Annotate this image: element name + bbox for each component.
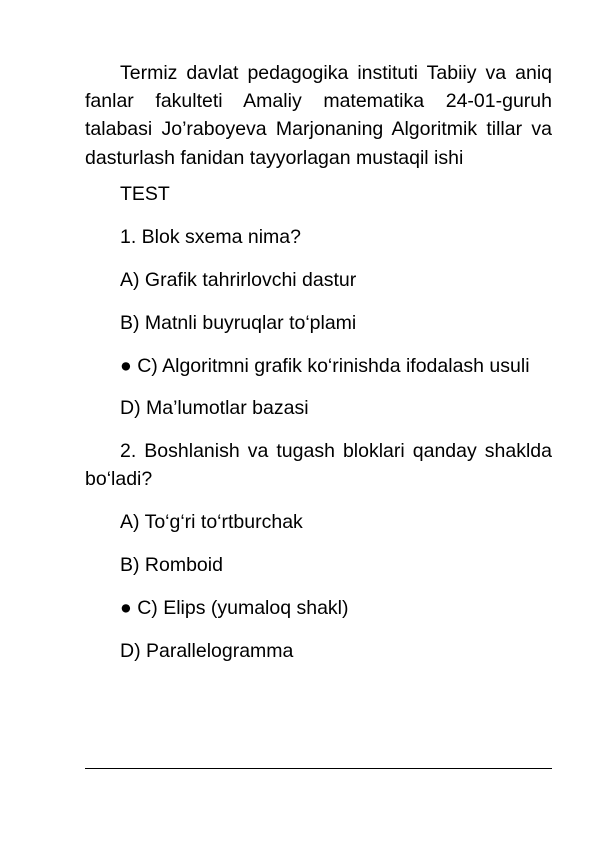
q2-option-a: A) To‘g‘ri to‘rtburchak xyxy=(120,510,303,533)
question-1: 1. Blok sxema nima? xyxy=(120,225,301,248)
test-heading: TEST xyxy=(120,182,170,205)
question-2: 2. Boshlanish va tugash bloklari qanday shaklda bo‘ladi? xyxy=(85,440,552,491)
intro-paragraph: Termiz davlat pedagogika instituti Tabiiy va aniq fanlar fakulteti Amaliy matematika 24-01-guruh talabasi Jo’raboyeva Marjonaning Algoritmik tillar va dasturlash fanidan tayyorlagan mustaqil ishi xyxy=(85,62,552,169)
bottom-rule xyxy=(85,768,552,769)
q2-option-c-correct: ● C) Elips (yumaloq shakl) xyxy=(120,596,349,619)
q1-option-c-correct: ● C) Algoritmni grafik ko‘rinishda ifodalash usuli xyxy=(120,354,530,377)
q1-option-a: A) Grafik tahrirlovchi dastur xyxy=(120,268,357,291)
q1-option-b: B) Matnli buyruqlar to‘plami xyxy=(120,311,357,334)
document-body xyxy=(85,59,552,680)
q2-option-b: B) Romboid xyxy=(120,553,223,576)
q2-option-d: D) Parallelogramma xyxy=(120,639,294,662)
q1-option-d: D) Ma’lumotlar bazasi xyxy=(120,397,309,420)
